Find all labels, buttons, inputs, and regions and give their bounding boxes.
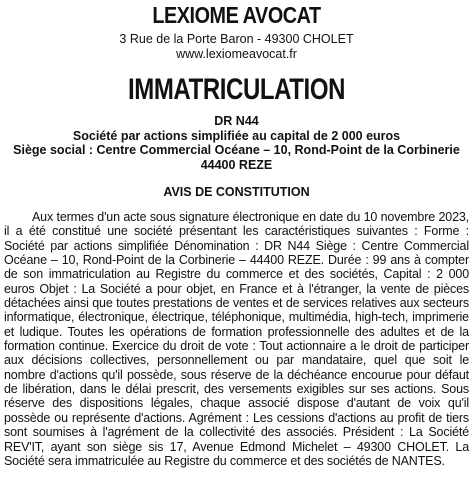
company-block <box>4 114 469 172</box>
company-postal: 44400 REZE <box>200 157 273 172</box>
firm-header <box>4 2 469 62</box>
section-heading: AVIS DE CONSTITUTION <box>163 185 310 199</box>
firm-website: www.lexiomeavocat.fr <box>176 47 297 61</box>
firm-address: 3 Rue de la Porte Baron - 49300 CHOLET <box>119 32 354 46</box>
company-name: DR N44 <box>214 114 259 128</box>
company-seat: Siège social : Centre Commercial Océane – 10, Rond-Point de la Corbinerie <box>13 143 460 157</box>
firm-contact <box>4 32 469 62</box>
firm-name: LEXIOME AVOCAT <box>152 2 321 28</box>
company-legal-form: Société par actions simplifiée au capital de 2 000 euros <box>72 128 401 143</box>
notice-title: IMMATRICULATION <box>127 73 346 106</box>
notice-body: Aux termes d'un acte sous signature électronique en date du 10 novembre 2023, il a été constitué une société présentant les caractéristiques suivantes : Forme : Société par actions simplifiée Dénomination : DR N44 Siège : Centre Commercial Océane – 10, Rond-Point de la Corbinerie – 44400 REZE. Durée : 99 ans à compter de son immatriculation au Registre du commerce et des sociétés, Capital : 2 000 euros Objet : La Société a pour objet, en France et à l'étranger, la vente de pièces détachées ainsi que toutes prestations de ventes et de services relatives aux secteurs informatique, électronique, électrique, téléphonique, multimédia, high-tech, imprimerie et ludique. Toutes les opérations de formation professionnelle des adultes et de la formation continue. Exercice du droit de vote : Tout actionnaire a le droit de participer aux décisions collectives, personnellement ou par mandataire, quel que soit le nombre d'actions qu'il possède, sous réserve de la déchéance encourue pour défaut de libération, dans le délai prescrit, des versements exigibles sur ses actions. Sous réserve des dispositions légales, chaque associé dispose d'autant de voix qu'il possède ou représente d'actions. Agrément : Les cessions d'actions au profit de tiers sont soumises à l'agrément de la collectivité des associés. Président : La Société REV'IT, ayant son siège sis 17, Avenue Edmond Michelet – 49300 CHOLET. La Société sera immatriculée au Registre du commerce et des sociétés de NANTES. <box>4 210 469 468</box>
